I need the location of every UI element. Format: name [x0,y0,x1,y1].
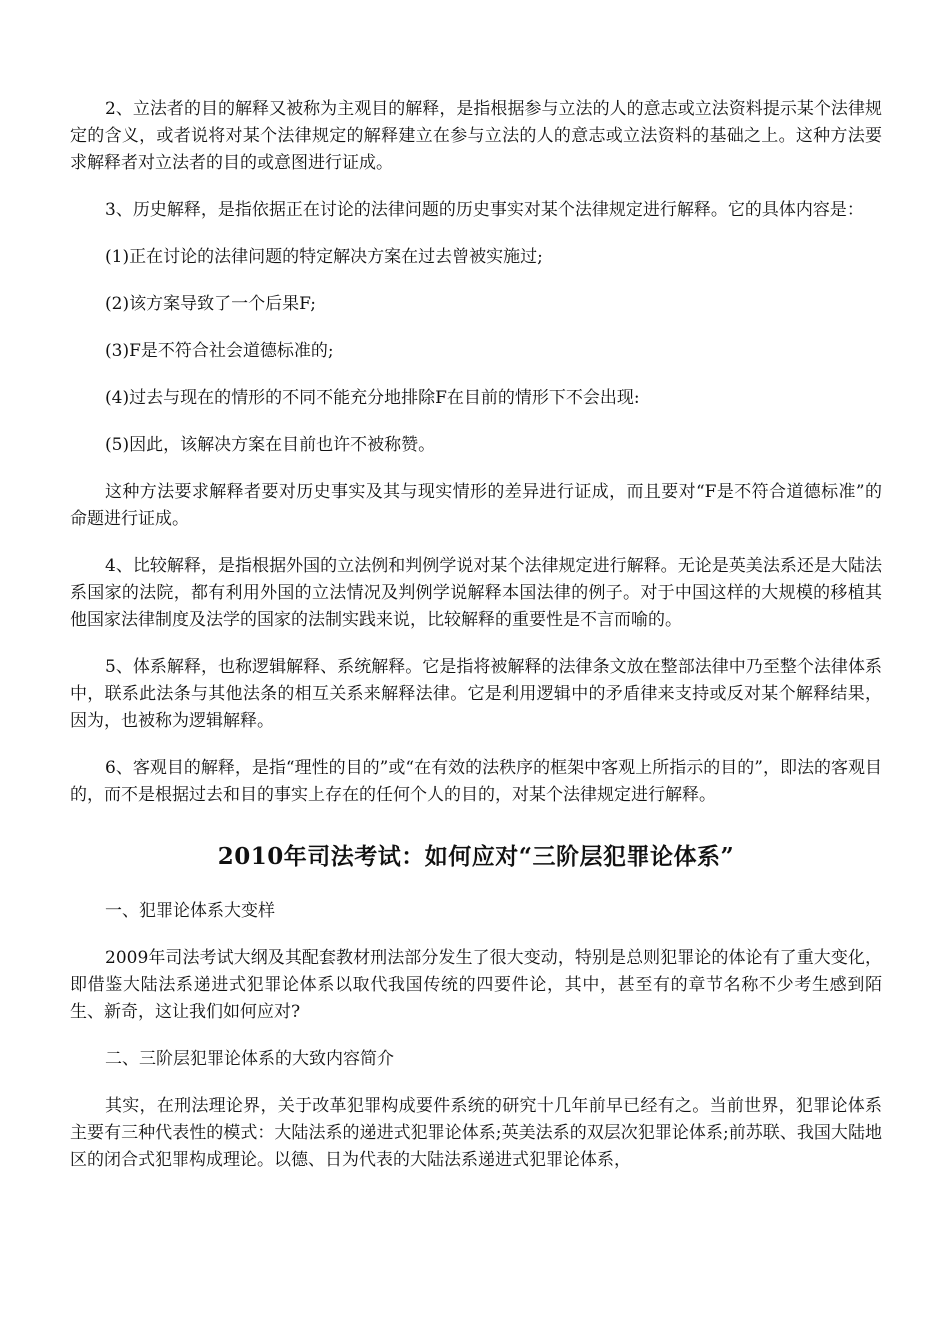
list-item-1: (1)正在讨论的法律问题的特定解决方案在过去曾被实施过; [105,247,543,267]
paragraph-theory-overview: 其实，在刑法理论界，关于改革犯罪构成要件系统的研究十几年前早已经有之。当前世界，犯罪论体系主要有三种代表性的模式：大陆法系的递进式犯罪论体系;英美法系的双层次犯罪论体系;前苏联、我国大陆地区的闭合式犯罪构成理论。以德、日为代表的大陆法系递进式犯罪论体系， [70,1096,882,1170]
paragraph-systematic-interpretation: 5、体系解释，也称逻辑解释、系统解释。它是指将被解释的法律条文放在整部法律中乃至整个法律体系中，联系此法条与其他法条的相互关系来解释法律。它是利用逻辑中的矛盾律来支持或反对某个解释结果，因为，也被称为逻辑解释。 [70,657,882,731]
paragraph-historical-interpretation: 3、历史解释，是指依据正在讨论的法律问题的历史事实对某个法律规定进行解释。它的具体内容是： [105,200,864,220]
paragraph-objective-interpretation: 6、客观目的解释，是指“理性的目的”或“在有效的法秩序的框架中客观上所指示的目的”，即法的客观目的，而不是根据过去和目的事实上存在的任何个人的目的，对某个法律规定进行解释。 [70,758,882,805]
section-heading-1: 一、犯罪论体系大变样 [105,901,275,921]
list-item-4: (4)过去与现在的情形的不同不能充分地排除F在目前的情形下不会出现: [105,388,640,408]
article-title: 2010年司法考试：如何应对“三阶层犯罪论体系” [217,843,735,870]
list-item-5: (5)因此，该解决方案在目前也许不被称赞。 [105,435,436,455]
paragraph-2009-exam: 2009年司法考试大纲及其配套教材刑法部分发生了很大变动，特别是总则犯罪论的体论有了重大变化，即借鉴大陆法系递进式犯罪论体系以取代我国传统的四要件论，其中，甚至有的章节名称不少考生感到陌生、新奇，这让我们如何应对? [70,948,882,1022]
paragraph-historical-summary: 这种方法要求解释者要对历史事实及其与现实情形的差异进行证成，而且要对“F是不符合道德标准”的命题进行证成。 [70,482,882,529]
paragraph-subjective-interpretation: 2、立法者的目的解释又被称为主观目的解释，是指根据参与立法的人的意志或立法资料提示某个法律规定的含义，或者说将对某个法律规定的解释建立在参与立法的人的意志或立法资料的基础之上。这种方法要求解释者对立法者的目的或意图进行证成。 [70,99,882,173]
section-heading-2: 二、三阶层犯罪论体系的大致内容简介 [105,1049,394,1069]
list-item-3: (3)F是不符合社会道德标准的; [105,341,334,361]
list-item-2: (2)该方案导致了一个后果F; [105,294,316,314]
document-page [70,96,882,1194]
paragraph-comparative-interpretation: 4、比较解释，是指根据外国的立法例和判例学说对某个法律规定进行解释。无论是英美法系还是大陆法系国家的法院，都有利用外国的立法情况及判例学说解释本国法律的例子。对于中国这样的大规模的移植其他国家法律制度及法学的国家的法制实践来说，比较解释的重要性是不言而喻的。 [70,556,882,630]
